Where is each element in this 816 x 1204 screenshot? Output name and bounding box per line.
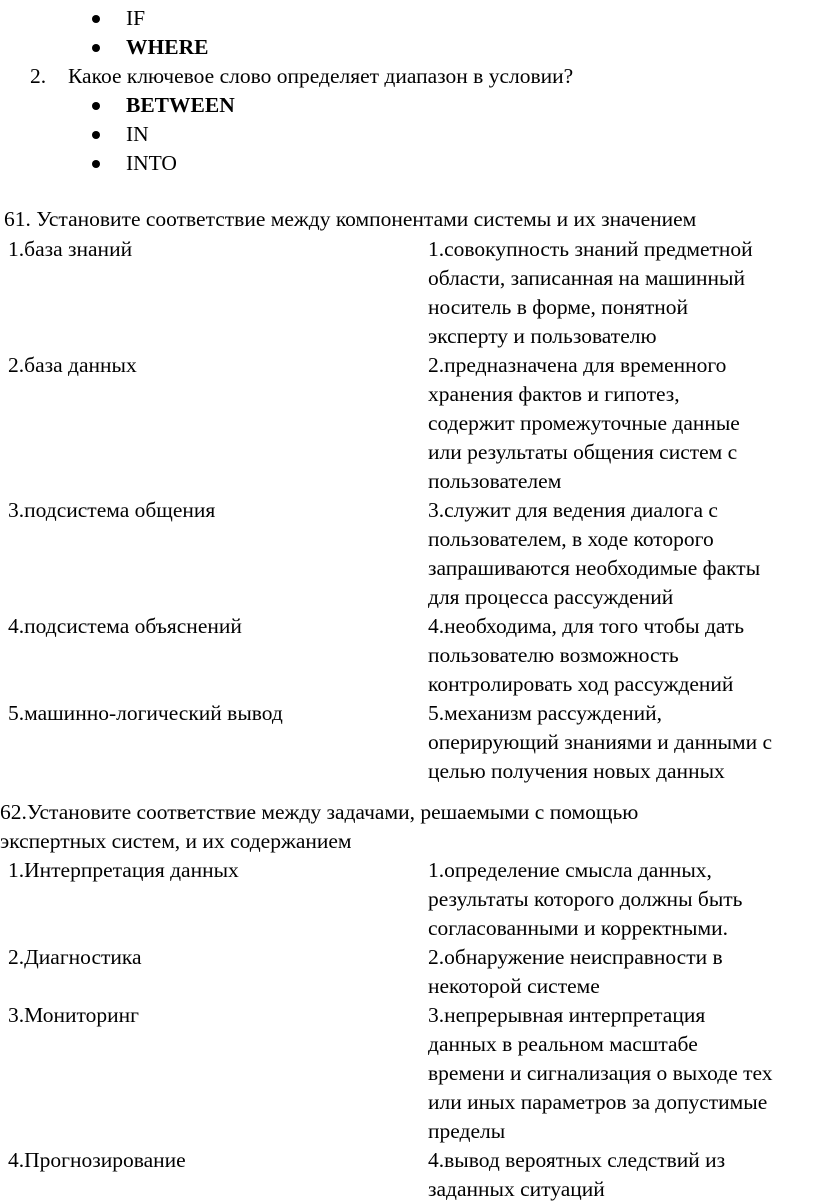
bullet-icon: [92, 160, 100, 168]
meaning-line: согласованными и корректными.: [428, 916, 728, 940]
option-text: IN: [126, 122, 149, 146]
question-61-heading: 61. Установите соответствие между компонентами системы и их значением: [4, 207, 697, 231]
matching-table-62: [0, 856, 816, 1204]
meaning-cell: [400, 612, 816, 699]
answer-list-2: [0, 91, 235, 178]
table-row: [0, 856, 816, 943]
option-text: IF: [126, 6, 146, 30]
meaning-line: 1.определение смысла данных,: [428, 858, 712, 882]
component-cell: 1.база знаний: [8, 237, 133, 261]
meaning-line: 3.служит для ведения диалога с: [428, 498, 718, 522]
table-row: [0, 699, 816, 786]
meaning-cell: [400, 856, 816, 943]
meaning-cell: [400, 1146, 816, 1204]
meaning-line: пределы: [428, 1119, 506, 1143]
meaning-line: заданных ситуаций: [428, 1177, 605, 1201]
meaning-line: 4.необходима, для того чтобы дать: [428, 614, 745, 638]
component-cell: 4.Прогнозирование: [8, 1148, 186, 1172]
meaning-line: 2.обнаружение неисправности в: [428, 945, 723, 969]
meaning-line: оперирующий знаниями и данными с: [428, 730, 773, 754]
meaning-cell: [400, 351, 816, 496]
meaning-cell: [400, 235, 816, 351]
meaning-line: хранения фактов и гипотез,: [428, 382, 680, 406]
meaning-cell: [400, 496, 816, 612]
option-text: WHERE: [126, 35, 209, 59]
heading-line: 62.Установите соответствие между задачами, решаемыми с помощью: [0, 800, 639, 824]
meaning-line: содержит промежуточные данные: [428, 411, 740, 435]
meaning-line: 1.совокупность знаний предметной: [428, 237, 753, 261]
question-62-heading: [0, 798, 638, 856]
table-row: [0, 496, 816, 612]
meaning-line: пользователем, в ходе которого: [428, 527, 714, 551]
bullet-icon: [92, 15, 100, 23]
meaning-line: или результаты общения систем с: [428, 440, 738, 464]
list-item: [0, 120, 235, 149]
component-cell: 2.Диагностика: [8, 945, 142, 969]
meaning-line: 5.механизм рассуждений,: [428, 701, 662, 725]
table-row: [0, 943, 816, 1001]
question-text: Какое ключевое слово определяет диапазон в условии?: [68, 64, 574, 88]
meaning-line: 3.непрерывная интерпретация: [428, 1003, 706, 1027]
meaning-line: запрашиваются необходимые факты: [428, 556, 761, 580]
meaning-cell: [400, 699, 816, 786]
meaning-line: области, записанная на машинный: [428, 266, 745, 290]
meaning-line: результаты которого должны быть: [428, 887, 743, 911]
list-item: [0, 91, 235, 120]
meaning-cell: [400, 1001, 816, 1146]
table-row: [0, 351, 816, 496]
table-row: [0, 1001, 816, 1146]
meaning-cell: [400, 943, 816, 1001]
question-number: 2.: [30, 64, 47, 88]
list-item: [0, 33, 208, 62]
component-cell: 2.база данных: [8, 353, 137, 377]
meaning-line: некоторой системе: [428, 974, 600, 998]
meaning-line: целью получения новых данных: [428, 759, 725, 783]
question-2: [30, 62, 573, 91]
meaning-line: эксперту и пользователю: [428, 324, 657, 348]
table-row: [0, 1146, 816, 1204]
meaning-line: носитель в форме, понятной: [428, 295, 689, 319]
component-cell: 3.Мониторинг: [8, 1003, 139, 1027]
option-text: BETWEEN: [126, 93, 235, 117]
meaning-line: данных в реальном масштабе: [428, 1032, 698, 1056]
table-row: [0, 235, 816, 351]
meaning-line: контролировать ход рассуждений: [428, 672, 734, 696]
component-cell: 1.Интерпретация данных: [8, 858, 239, 882]
component-cell: 3.подсистема общения: [8, 498, 216, 522]
table-row: [0, 612, 816, 699]
bullet-icon: [92, 131, 100, 139]
meaning-line: пользователю возможность: [428, 643, 679, 667]
meaning-line: 2.предназначена для временного: [428, 353, 727, 377]
meaning-line: или иных параметров за допустимые: [428, 1090, 768, 1114]
list-item: [0, 149, 235, 178]
meaning-line: времени и сигнализация о выходе тех: [428, 1061, 773, 1085]
bullet-icon: [92, 102, 100, 110]
meaning-line: 4.вывод вероятных следствий из: [428, 1148, 726, 1172]
component-cell: 4.подсистема объяснений: [8, 614, 242, 638]
answer-list-1: [0, 4, 208, 62]
heading-line: экспертных систем, и их содержанием: [0, 829, 352, 853]
bullet-icon: [92, 44, 100, 52]
list-item: [0, 4, 208, 33]
meaning-line: для процесса рассуждений: [428, 585, 674, 609]
meaning-line: пользователем: [428, 469, 562, 493]
matching-table-61: [0, 235, 816, 786]
option-text: INTO: [126, 151, 177, 175]
component-cell: 5.машинно-логический вывод: [8, 701, 283, 725]
